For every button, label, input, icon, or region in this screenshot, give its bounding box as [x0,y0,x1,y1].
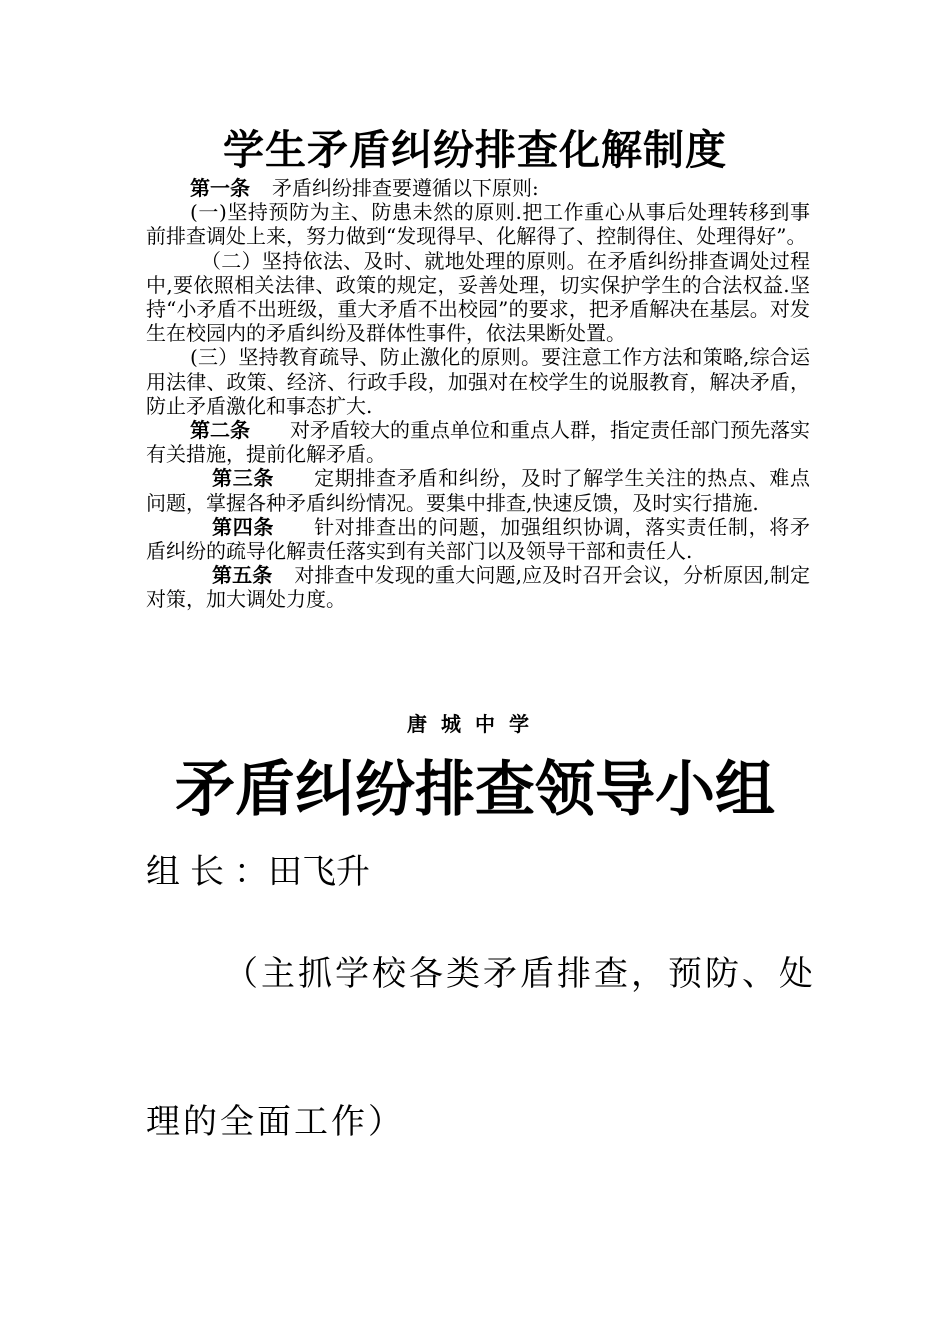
article-2-text: 对矛盾较大的重点单位和重点人群，指定责任部门预先落实有关措施，提前化解矛盾。 [146,418,810,467]
article-4-label: 第四条 [212,514,275,539]
article-3 [146,466,810,514]
article-2 [146,418,810,466]
principle-3: (三）坚持教育疏导、防止激化的原则。要注意工作方法和策略,综合运用法律、政策、经济、行政手段，加强对在校学生的说服教育，解决矛盾，防止矛盾激化和事态扩大. [146,345,810,418]
group-leader [146,850,370,894]
article-2-label: 第二条 [190,418,250,443]
article-1-heading [146,176,810,200]
article-5 [146,563,810,611]
leader-role-label: 组长 [146,852,234,892]
article-5-label: 第五条 [212,563,273,588]
articles-body [146,176,810,612]
principle-1: (一)坚持预防为主、防患未然的原则.把工作重心从事后处理转移到事前排查调处上来，努力做到“发现得早、化解得了、控制得住、处理得好”。 [146,200,810,249]
article-3-text: 定期排查矛盾和纠纷，及时了解学生关注的热点、难点问题，掌握各种矛盾纠纷情况。要集中排查,快速反馈，及时实行措施. [146,466,811,515]
article-3-label: 第三条 [212,466,275,491]
principle-2: （二）坚持依法、及时、就地处理的原则。在矛盾纠纷排查调处过程中,要依照相关法律、政策的规定，妥善处理，切实保护学生的合法权益.坚持“小矛盾不出班级，重大矛盾不出校园”的要求，把矛盾解决在基层。对发生在校园内的矛盾纠纷及群体性事件，依法果断处置。 [146,248,810,346]
article-5-text: 对排查中发现的重大问题,应及时召开会议，分析原因,制定对策，加大调处力度。 [146,563,810,612]
article-4-text: 针对排查出的问题，加强组织协调，落实责任制，将矛盾纠纷的疏导化解责任落实到有关部门以及领导干部和责任人. [146,514,811,564]
group-title: 矛盾纠纷排查领导小组 [175,755,775,825]
article-1-intro: 矛盾纠纷排查要遵循以下原则: [272,176,539,200]
article-1-label: 第一条 [190,176,250,200]
leader-name: 田飞升 [268,852,370,892]
leader-duty-line-1: （主抓学校各类矛盾排查，预防、处 [224,954,816,994]
leader-separator: ： [234,852,268,892]
article-4 [146,515,810,563]
school-name: 唐城中学 [407,712,543,736]
leader-duty-line-2: 理的全面工作） [146,1102,405,1142]
document-title: 学生矛盾纠纷排查化解制度 [223,126,727,174]
